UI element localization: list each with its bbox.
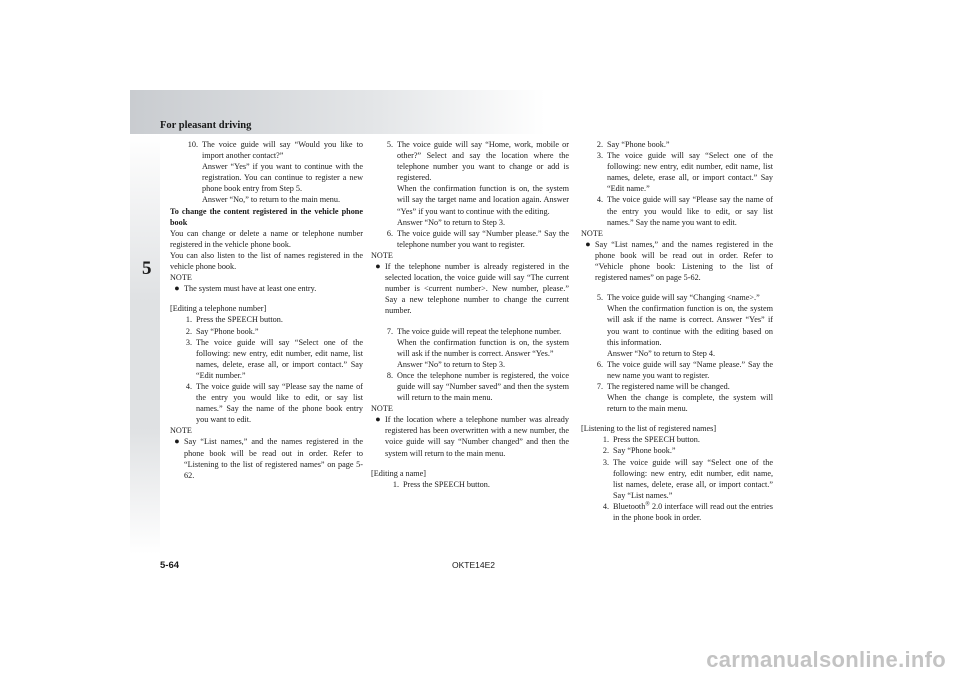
list-item: 5. The voice guide will say “Home, work, mobile or other?” Select and say the location where the telephone number you want to change or add is registered. When the confirmation function is on, the system will say the target name and location again. Answer “Yes” if you want to continue with the editing. Answer “No” to return to Step 3. — [386, 140, 569, 227]
note-bullet: ● The system must have at least one entry. — [170, 283, 363, 294]
note-label: NOTE — [170, 273, 192, 283]
watermark: carmanualsonline.info — [706, 647, 946, 672]
list-item: 3. The voice guide will say “Select one of the following: new entry, edit number, edit name, list names, delete, erase all, or import contact.” Say “Edit number.” — [185, 337, 363, 380]
chapter-number-tab: 5 — [142, 258, 152, 279]
note-label: NOTE — [581, 228, 603, 238]
paragraph: You can change or delete a name or telephone number registered in the vehicle phone book. — [170, 228, 363, 249]
list-item: 1. Press the SPEECH button. — [602, 435, 700, 445]
list-item: 4. Bluetooth® 2.0 interface will read out the entries in the phone book in order. — [602, 501, 773, 522]
note-label: NOTE — [371, 250, 393, 260]
page-number: 5-64 — [160, 560, 180, 571]
list-item: 8. Once the telephone number is registered, the voice guide will say “Number saved” and then the system will return to the main menu. — [386, 370, 569, 403]
list-item: 1. Press the SPEECH button. — [185, 315, 283, 325]
subsection-title: [Listening to the list of registered names] — [581, 424, 717, 434]
note-label: NOTE — [170, 426, 192, 436]
section-heading: To change the content registered in the vehicle phone book — [170, 206, 363, 227]
note-bullet: ● Say “List names,” and the names registered in the phone book will be read out in order. Refer to “Vehicle phone book: Listening to the list of registered names” on page 5-62. — [581, 239, 773, 283]
list-item: 6. The voice guide will say “Name please.” Say the new name you want to register. — [596, 359, 773, 380]
bullet-dot-icon: ● — [174, 283, 180, 294]
note-label: NOTE — [371, 404, 393, 414]
list-item: 3. The voice guide will say “Select one of the following: new entry, edit number, edit name, list names, delete, erase all, or import contact.” Say “Edit name.” — [596, 151, 773, 194]
list-item: 6. The voice guide will say “Number please.” Say the telephone number you want to register. — [386, 228, 569, 249]
subsection-title: [Editing a name] — [371, 468, 427, 478]
note-bullet: ● If the location where a telephone number was already registered has been overwritten with a new number, the voice guide will say “Number changed” and then the system will return to the main menu. — [371, 414, 569, 458]
list-item: 10. The voice guide will say “Would you like to import another contact?” Answer “Yes” if you want to continue with the registration. You can continue to register a new phone book entry from Step 5. Answer “No,” to return to the main menu. — [187, 140, 363, 205]
document-code: OKTE14E2 — [452, 560, 495, 570]
list-item: 4. The voice guide will say “Please say the name of the entry you would like to edit, or say list names.” Say the name of the phone book entry you want to edit. — [185, 381, 363, 425]
bullet-dot-icon: ● — [375, 261, 381, 272]
list-item: 4. The voice guide will say “Please say the name of the entry you would like to edit, or say list names.” Say the name you want to edit. — [596, 195, 773, 227]
list-item: 5. The voice guide will say “Changing <name>.” When the confirmation function is on, the system will ask if the name is correct. Answer “Yes” if you want to continue with the editing based on this information. Answer “No” to return to Step 4. — [596, 293, 773, 358]
bullet-dot-icon: ● — [585, 238, 591, 249]
list-item: 2. Say “Phone book.” — [602, 446, 676, 456]
page-header-title: For pleasant driving — [160, 120, 252, 131]
note-bullet: ● If the telephone number is already registered in the selected location, the voice guide will say “The current number is <current number>. New number, please.” Say a new telephone number to change the current number. — [371, 261, 569, 316]
column-3 — [581, 139, 773, 523]
subsection-title: [Editing a telephone number] — [170, 304, 267, 314]
bullet-dot-icon: ● — [174, 436, 180, 447]
note-bullet: ● Say “List names,” and the names registered in the phone book will be read out in order. Refer to “Listening to the list of registered names” on page 5-62. — [170, 436, 363, 480]
list-item: 1. Press the SPEECH button. — [392, 479, 490, 489]
list-item: 3. The voice guide will say “Select one of the following: new entry, edit number, edit name, list names, delete, erase all, or import contact.” Say “List names.” — [602, 457, 773, 500]
chapter-side-band — [130, 134, 160, 554]
list-item: 2. Say “Phone book.” — [596, 140, 670, 149]
list-item: 7. The registered name will be changed. When the change is complete, the system will return to the main menu. — [596, 381, 773, 414]
list-item: 7. The voice guide will repeat the telephone number. When the confirmation function is on, the system will ask if the number is correct. Answer “Yes.” Answer “No” to return to Step 3. — [386, 326, 569, 369]
bullet-dot-icon: ● — [375, 414, 381, 425]
paragraph: You can also listen to the list of names registered in the vehicle phone book. — [170, 250, 363, 272]
column-1 — [170, 139, 363, 481]
column-2 — [371, 139, 569, 490]
list-item: 2. Say “Phone book.” — [185, 326, 259, 336]
